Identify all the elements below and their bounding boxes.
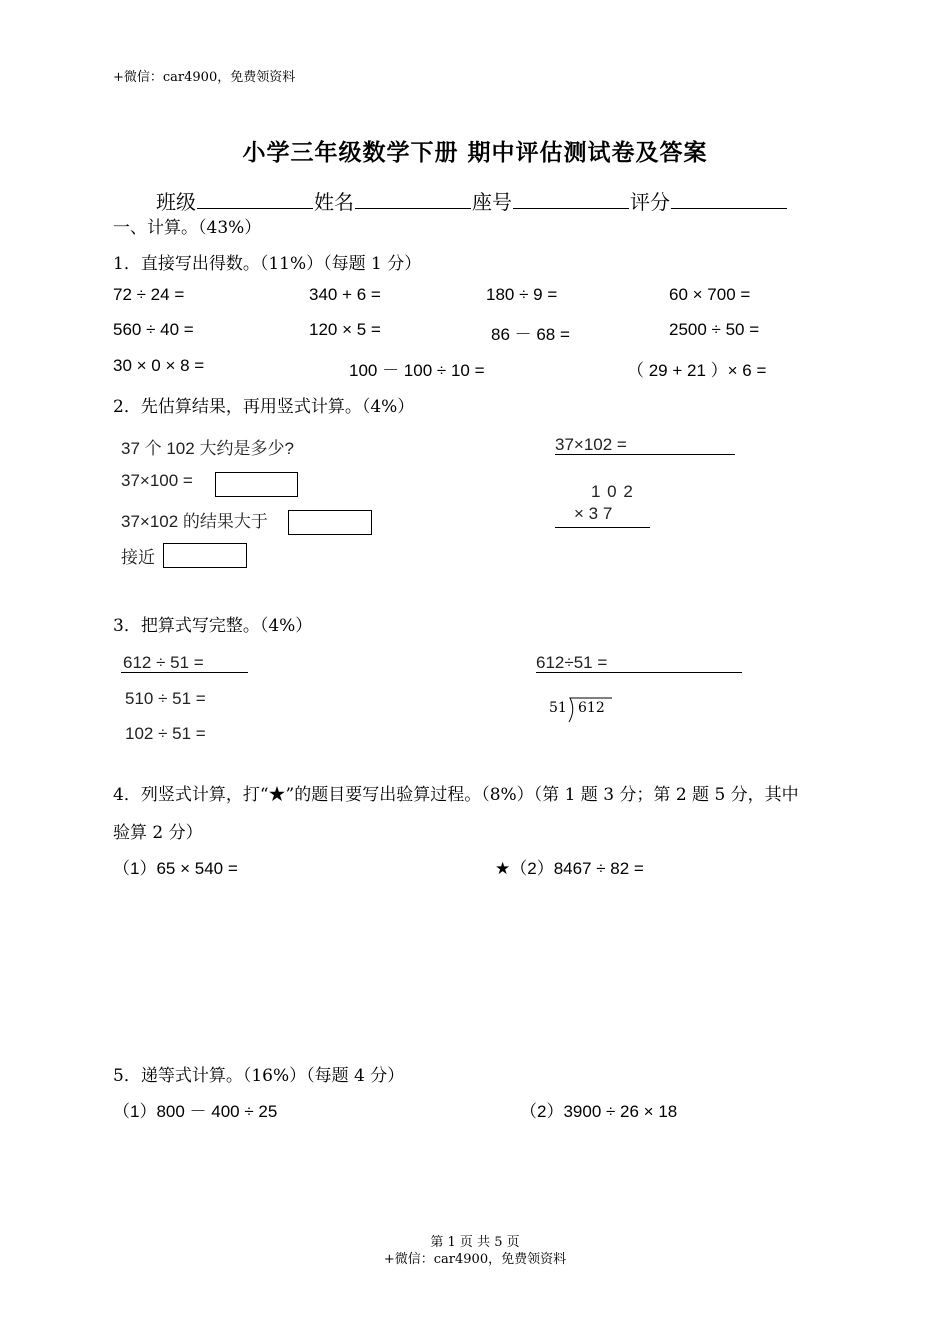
- q5-problem-2: （2）3900 ÷ 26 × 18: [520, 1102, 678, 1121]
- q1-r1-c2: 340 + 6 =: [309, 285, 381, 304]
- q2-estimate-box[interactable]: [215, 472, 298, 497]
- q3-line-1-underline: [121, 672, 248, 673]
- seat-label: 座号: [472, 190, 512, 214]
- q3-line-2: 510 ÷ 51 =: [125, 689, 206, 708]
- seat-blank[interactable]: [513, 190, 629, 209]
- q2-heading: 2．先估算结果，再用竖式计算。（4%）: [113, 397, 415, 417]
- q4-problem-1: （1）65 × 540 =: [113, 859, 238, 878]
- q1-r1-c3: 180 ÷ 9 =: [486, 285, 558, 304]
- q2-bigger-box[interactable]: [288, 510, 372, 535]
- q5-problem-1: （1）800 － 400 ÷ 25: [113, 1102, 278, 1121]
- q4-heading-line2: 验算 2 分）: [113, 823, 203, 843]
- score-label: 评分: [630, 190, 670, 214]
- q1-r3-c1: 30 × 0 × 8 =: [113, 356, 205, 375]
- name-blank[interactable]: [355, 190, 471, 209]
- q4-heading-line1: 4．列竖式计算，打“★”的题目要写出验算过程。（8%）（第 1 题 3 分；第 2 题 5 分，其中: [113, 785, 799, 805]
- q5-heading: 5．递等式计算。（16%）（每题 4 分）: [113, 1066, 405, 1086]
- q1-r2-c2: 120 × 5 =: [309, 320, 381, 339]
- q3-heading: 3．把算式写完整。（4%）: [113, 616, 313, 636]
- q2-bigger-label: 37×102 的结果大于: [121, 512, 268, 531]
- q2-estimate-label: 37×100 =: [121, 471, 193, 490]
- watermark-bottom: +微信：car4900，免费领资料: [383, 1252, 567, 1267]
- q2-near-box[interactable]: [163, 543, 247, 568]
- q3-line-1: 612 ÷ 51 =: [123, 653, 204, 672]
- page-number: 第 1 页 共 5 页: [430, 1235, 520, 1250]
- q3-dividend: 612: [578, 700, 605, 716]
- q1-heading: 1．直接写出得数。（11%）（每题 1 分）: [113, 254, 422, 274]
- page-title: 小学三年级数学下册 期中评估测试卷及答案: [242, 139, 708, 166]
- q3-right-title: 612÷51 =: [536, 653, 608, 672]
- score-blank[interactable]: [671, 190, 787, 209]
- q1-r1-c4: 60 × 700 =: [669, 285, 751, 304]
- q3-right-underline: [536, 672, 742, 673]
- watermark-top: +微信：car4900，免费领资料: [113, 70, 296, 85]
- q2-vertical-bottom: × 3 7: [574, 504, 613, 523]
- q2-vertical-line: [555, 527, 650, 528]
- q1-r2-c3: 86 － 68 =: [491, 325, 570, 344]
- q4-problem-2: ★（2）8467 ÷ 82 =: [495, 859, 644, 878]
- q2-near-label: 接近: [121, 548, 155, 567]
- q3-divisor: 51: [549, 700, 567, 716]
- name-label: 姓名: [314, 190, 354, 214]
- q1-r1-c1: 72 ÷ 24 =: [113, 285, 185, 304]
- q1-r3-c2: 100 － 100 ÷ 10 =: [349, 361, 485, 380]
- q1-r3-c3: （ 29 + 21 ）× 6 =: [627, 361, 767, 380]
- q3-line-3: 102 ÷ 51 =: [125, 724, 206, 743]
- class-blank[interactable]: [197, 190, 313, 209]
- class-label: 班级: [156, 190, 196, 214]
- section-1-heading: 一、计算。（43%）: [113, 218, 262, 238]
- q2-question: 37 个 102 大约是多少?: [121, 439, 294, 458]
- student-info-line: [156, 186, 788, 215]
- q1-r2-c4: 2500 ÷ 50 =: [669, 320, 760, 339]
- q2-vertical-title: 37×102 =: [555, 435, 627, 454]
- q1-r2-c1: 560 ÷ 40 =: [113, 320, 194, 339]
- q2-answer-underline: [555, 454, 735, 455]
- q2-vertical-top: 1 0 2: [591, 482, 634, 501]
